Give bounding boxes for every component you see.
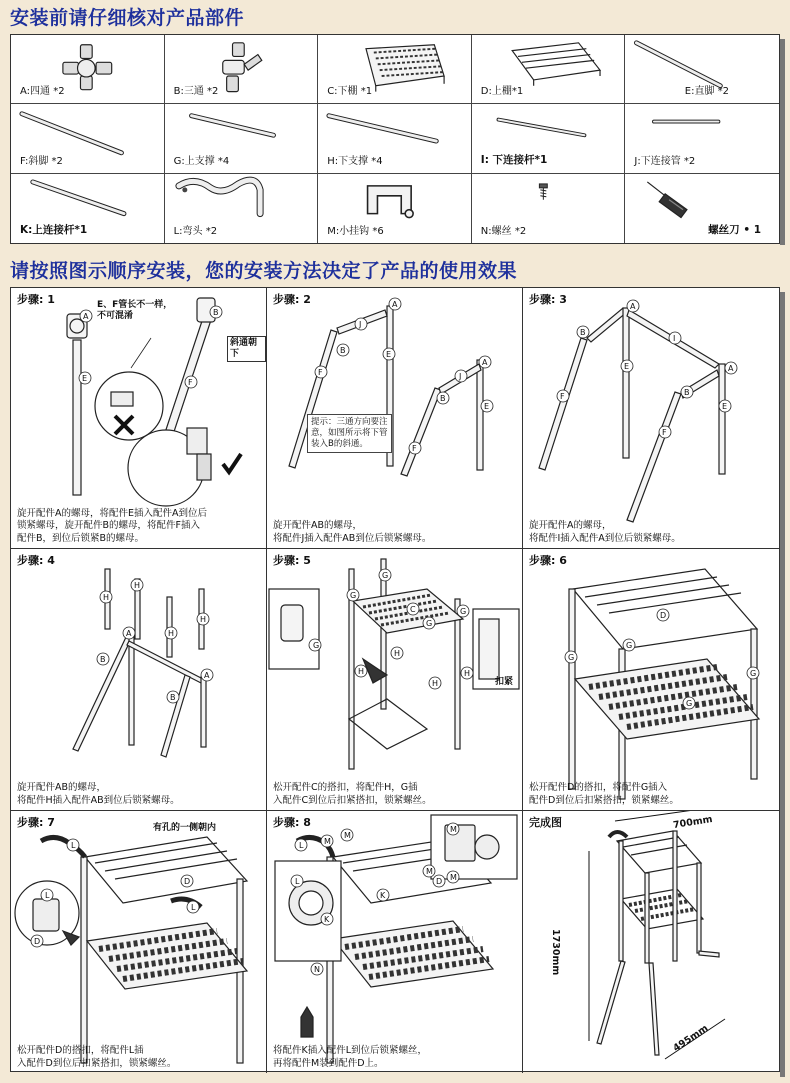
part-label: I: 下连接杆*1 — [480, 153, 548, 166]
svg-text:J: J — [359, 320, 362, 329]
step-title: 步骤: 4 — [17, 554, 55, 567]
step-7-hole-note: 有孔的一侧朝内 — [153, 823, 217, 833]
svg-text:B: B — [684, 388, 690, 397]
svg-text:H: H — [200, 615, 207, 624]
step-4-diagram — [11, 549, 267, 811]
part-label: A:四通 *2 — [20, 86, 65, 98]
svg-text:B: B — [213, 308, 219, 317]
parts-table — [10, 34, 780, 244]
svg-text:F: F — [318, 368, 323, 377]
step-1-note: E、F管长不一样， 不可混淆 — [97, 300, 173, 321]
height-dimension: 1730mm — [550, 929, 561, 976]
svg-text:B: B — [580, 328, 586, 337]
svg-text:A: A — [83, 312, 89, 321]
step-title: 步骤: 1 — [17, 293, 55, 306]
part-label: B:三通 *2 — [173, 86, 219, 98]
part-cell — [11, 35, 165, 104]
svg-text:G: G — [568, 653, 575, 662]
svg-text:D: D — [184, 877, 191, 886]
svg-text:M: M — [324, 837, 331, 846]
part-cell — [472, 174, 626, 243]
step-title: 步骤: 5 — [273, 554, 311, 567]
svg-text:G: G — [686, 699, 693, 708]
finished-rack-diagram — [523, 811, 781, 1073]
svg-text:B: B — [340, 346, 346, 355]
svg-text:L: L — [71, 841, 76, 850]
step-caption: 松开配件D的搭扣，将配件L插 入配件D到位后扣紧搭扣，锁紧螺丝。 — [17, 1045, 177, 1069]
part-label: K:上连接杆*1 — [20, 224, 88, 236]
svg-text:M: M — [344, 831, 351, 840]
finished-panel — [523, 811, 781, 1073]
svg-text:A: A — [204, 671, 210, 680]
part-label: L:弯头 *2 — [173, 226, 218, 237]
svg-text:M: M — [426, 867, 433, 876]
step-caption: 将配件K插入配件L到位后锁紧螺丝， 再将配件M装到配件D上。 — [273, 1045, 428, 1069]
step-3-panel — [523, 288, 781, 549]
svg-text:H: H — [103, 593, 110, 602]
svg-text:A: A — [728, 364, 734, 373]
part-cell — [11, 174, 165, 243]
svg-text:B: B — [440, 394, 446, 403]
svg-text:A: A — [630, 302, 636, 311]
step-6-panel — [523, 549, 781, 811]
step-3-diagram — [523, 288, 781, 549]
svg-text:K: K — [324, 915, 330, 924]
part-cell — [165, 174, 319, 243]
svg-text:M: M — [450, 825, 457, 834]
svg-text:G: G — [750, 669, 757, 678]
part-cell — [318, 104, 472, 173]
step-caption: 旋开配件A的螺母，将配件E插入配件A到位后 锁紧螺母，旋开配件B的螺母，将配件F插入 配件B，到位后锁紧B的螺母。 — [17, 507, 208, 544]
svg-text:L: L — [45, 891, 50, 900]
svg-text:G: G — [350, 591, 357, 600]
step-caption: 旋开配件AB的螺母， 将配件H插入配件AB到位后锁紧螺母。 — [17, 782, 180, 806]
step-2-diagram — [267, 288, 523, 549]
svg-text:N: N — [314, 965, 320, 974]
step-5-diagram — [267, 549, 523, 811]
svg-text:A: A — [126, 629, 132, 638]
part-cell — [165, 104, 319, 173]
width-dimension: 700mm — [672, 813, 714, 832]
step-8-diagram — [267, 811, 523, 1073]
svg-text:D: D — [436, 877, 443, 886]
svg-text:E: E — [722, 402, 728, 411]
svg-text:B: B — [100, 655, 106, 664]
part-cell — [472, 35, 626, 104]
svg-text:H: H — [358, 667, 365, 676]
svg-text:E: E — [386, 350, 392, 359]
step-2-panel — [267, 288, 523, 549]
svg-text:H: H — [394, 649, 401, 658]
step-title: 步骤: 6 — [529, 554, 567, 567]
step-caption: 松开配件D的搭扣，将配件G插入 配件D到位后扣紧搭扣，锁紧螺丝。 — [529, 782, 679, 806]
part-cell — [11, 104, 165, 173]
step-1-panel — [11, 288, 267, 549]
step-5-panel — [267, 549, 523, 811]
part-cell — [472, 104, 626, 173]
svg-text:L: L — [191, 903, 196, 912]
step-6-diagram — [523, 549, 781, 811]
svg-text:A: A — [392, 300, 398, 309]
svg-text:F: F — [662, 428, 667, 437]
depth-dimension: 495mm — [671, 1022, 711, 1055]
svg-text:C: C — [410, 605, 416, 614]
svg-text:G: G — [626, 641, 633, 650]
svg-text:G: G — [313, 641, 320, 650]
install-order-heading: 请按照图示顺序安装，您的安装方法决定了产品的使用效果 — [10, 260, 518, 282]
svg-text:K: K — [380, 891, 386, 900]
step-7-diagram — [11, 811, 267, 1073]
svg-text:E: E — [624, 362, 630, 371]
part-cell — [625, 104, 779, 173]
step-2-tip: 提示：三通方向要注 意，如图所示将下管 装入B的斜通。 — [307, 414, 392, 453]
step-caption: 旋开配件AB的螺母， 将配件J插入配件AB到位后锁紧螺母。 — [273, 520, 432, 544]
part-label: F:斜脚 *2 — [20, 155, 63, 167]
parts-check-heading: 安装前请仔细核对产品部件 — [10, 7, 245, 29]
svg-text:L: L — [295, 877, 300, 886]
svg-text:F: F — [560, 392, 565, 401]
svg-text:A: A — [482, 358, 488, 367]
part-cell — [318, 35, 472, 104]
svg-text:L: L — [299, 841, 304, 850]
step-title: 步骤: 8 — [273, 816, 311, 829]
part-label: C:下棚 *1 — [327, 86, 373, 98]
svg-text:H: H — [464, 669, 471, 678]
svg-text:E: E — [82, 374, 88, 383]
svg-text:H: H — [168, 629, 175, 638]
svg-text:B: B — [170, 693, 176, 702]
step-8-panel — [267, 811, 523, 1073]
part-cell — [165, 35, 319, 104]
svg-text:J: J — [459, 372, 462, 381]
step-5-fasten-note: 扣紧 — [495, 677, 514, 687]
part-cell — [625, 35, 779, 104]
part-label: 螺丝刀 • 1 — [708, 224, 761, 236]
step-caption: 旋开配件A的螺母， 将配件I插入配件A到位后锁紧螺母。 — [529, 520, 681, 544]
svg-text:G: G — [426, 619, 433, 628]
finished-title: 完成图 — [529, 816, 562, 829]
part-label: D:上棚*1 — [480, 86, 524, 98]
part-label: N:螺丝 *2 — [480, 226, 527, 237]
part-label: G:上支撑 *4 — [173, 155, 230, 167]
part-label: M:小挂钩 *6 — [327, 226, 384, 237]
step-title: 步骤: 2 — [273, 293, 311, 306]
svg-text:F: F — [188, 378, 193, 387]
svg-text:D: D — [660, 611, 667, 620]
step-7-panel — [11, 811, 267, 1073]
svg-text:E: E — [484, 402, 490, 411]
svg-text:D: D — [34, 937, 41, 946]
svg-text:G: G — [382, 571, 389, 580]
step-title: 步骤: 3 — [529, 293, 567, 306]
step-4-panel — [11, 549, 267, 811]
svg-text:F: F — [412, 444, 417, 453]
svg-text:M: M — [450, 873, 457, 882]
step-caption: 松开配件C的搭扣，将配件H，G插 入配件C到位后扣紧搭扣，锁紧螺丝。 — [273, 782, 432, 806]
svg-text:H: H — [134, 581, 141, 590]
assembly-steps — [10, 287, 780, 1072]
step-title: 步骤: 7 — [17, 816, 55, 829]
svg-text:I: I — [673, 334, 676, 343]
part-label: H:下支撑 *4 — [327, 155, 383, 167]
svg-text:H: H — [432, 679, 439, 688]
step-1-direction-note: 斜通朝下 — [227, 336, 266, 362]
part-label: E:直脚 *2 — [684, 86, 729, 98]
svg-text:G: G — [460, 607, 467, 616]
part-label: J:下连接管 *2 — [634, 155, 696, 167]
part-cell — [625, 174, 779, 243]
part-cell — [318, 174, 472, 243]
